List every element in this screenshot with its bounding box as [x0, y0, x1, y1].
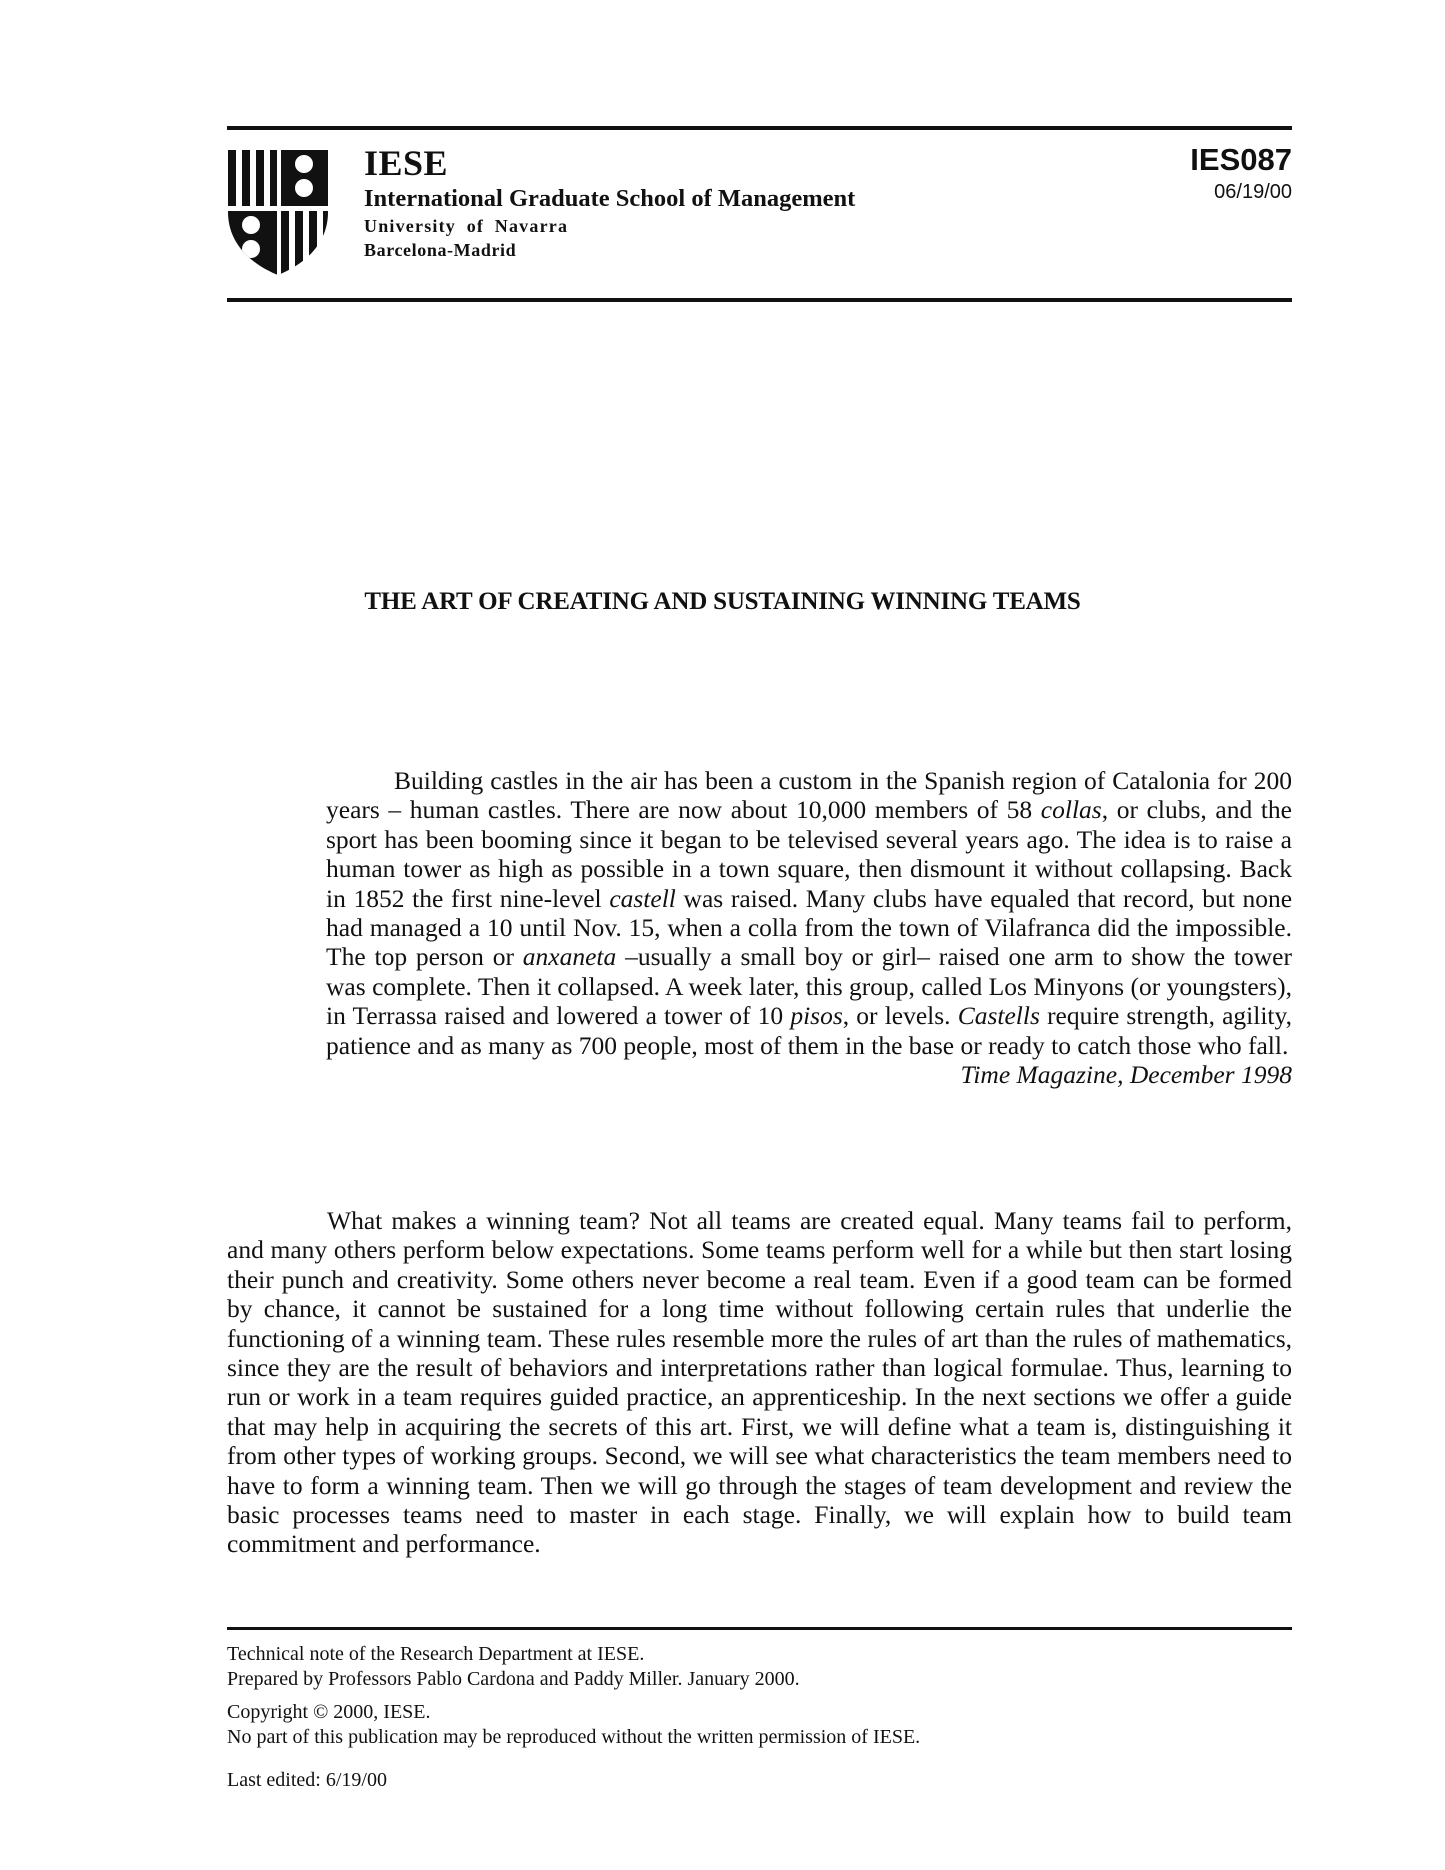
epigraph-italic-term: pisos — [790, 1001, 843, 1031]
copyright-line-1: Copyright © 2000, IESE. — [227, 1701, 431, 1723]
epigraph-text — [326, 766, 1292, 1060]
epigraph-segment: Building castles in the air has been a custom in the Spanish region of Catalonia for 200 years – human castles. There are now about 10,000 members of 58 — [326, 766, 1292, 825]
epigraph-source: Time Magazine, December 1998 — [960, 1060, 1292, 1090]
epigraph-italic-term: anxaneta — [522, 942, 617, 972]
epigraph-segment: , or clubs, and the sport has been booming since it began to be televised several years ago. The idea is to raise a human tower as high as possible in a town square, then dismount it without collapsing. Back in 1852 the first nine-level — [326, 795, 1292, 913]
last-edited: Last edited: 6/19/00 — [227, 1769, 387, 1791]
university-name: University of Navarra — [364, 216, 569, 236]
epigraph-italic-term: Castells — [957, 1001, 1040, 1031]
epigraph-segment: was raised. Many clubs have equaled that record, but none had managed a 10 until Nov. 15, when a colla from the town of Vilafranca did the impossible. The top person or — [326, 883, 1293, 972]
document-reference — [1190, 142, 1292, 204]
document-title: THE ART OF CREATING AND SUSTAINING WINNING TEAMS — [364, 588, 1081, 615]
iese-shield-logo-icon — [228, 150, 328, 275]
epigraph-quote — [326, 766, 1292, 1089]
technical-note — [227, 1642, 920, 1692]
footnotes — [227, 1642, 920, 1793]
intro-paragraph: What makes a winning team? Not all teams are created equal. Many teams fail to perform, and many others perform below expectations. Some teams perform well for a while but then start losing their punch and creativity. Some others never become a real team. Even if a good team can be formed by chance, it cannot be sustained for a long time without following certain rules that underlie the functioning of a winning team. These rules resemble more the rules of art than the rules of mathematics, since they are the result of behaviors and interpretations rather than logical formulae. Thus, learning to run or work in a team requires guided practice, an apprenticeship. In the next sections we offer a guide that may help in acquiring the secrets of this art. First, we will define what a team is, distinguishing it from other types of working groups. Second, we will see what characteristics the team members need to have to form a winning team. Then we will go through the stages of team development and review the basic processes teams need to master in each stage. Finally, we will explain how to build team commitment and performance. — [227, 1206, 1292, 1559]
epigraph-italic-term: castell — [609, 883, 676, 913]
epigraph-segment: require strength, agility, patience and as many as 700 people, most of them in the base or ready to catch those who fall. — [326, 1001, 1292, 1060]
header-top-rule — [227, 126, 1292, 130]
org-full-name: International Graduate School of Management — [364, 185, 856, 212]
document-date: 06/19/00 — [1214, 181, 1292, 203]
copyright-line-2: No part of this publication may be reproduced without the written permission of IESE. — [227, 1726, 921, 1748]
epigraph-segment: –usually a small boy or girl– raised one arm to show the tower was complete. Then it collapsed. A week later, this group, called Los Minyons (or youngsters), in Terrassa raised and lowered a tower of 10 — [326, 942, 1292, 1031]
footnote-rule — [227, 1627, 1292, 1630]
document-code: IES087 — [1190, 142, 1292, 177]
epigraph-italic-term: collas — [1040, 795, 1102, 825]
locations: Barcelona-Madrid — [364, 240, 517, 260]
note-line-1: Technical note of the Research Department at IESE. — [227, 1643, 645, 1665]
copyright-notice — [227, 1700, 920, 1750]
epigraph-segment: , or levels. — [842, 1001, 958, 1031]
intro-section — [227, 1206, 1292, 1559]
org-short-name: IESE — [364, 143, 449, 183]
institution-block — [364, 144, 855, 262]
note-line-2: Prepared by Professors Pablo Cardona and Paddy Miller. January 2000. — [227, 1668, 800, 1690]
header-bottom-rule — [227, 298, 1292, 302]
